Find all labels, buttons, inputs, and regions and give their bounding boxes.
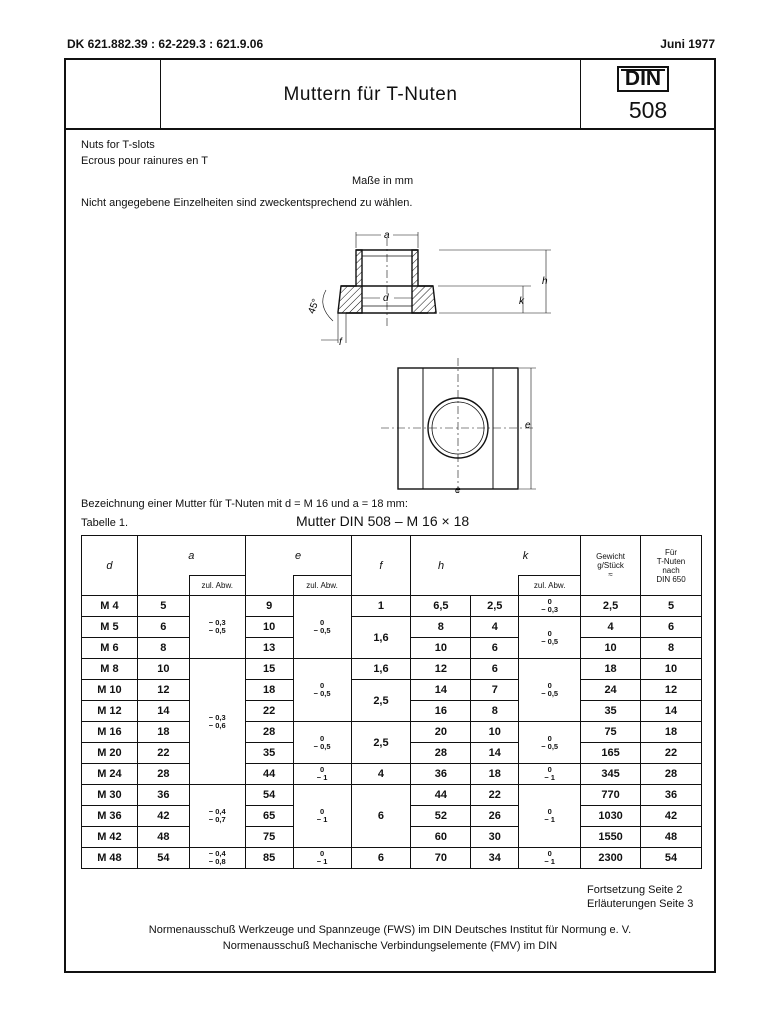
- cell-a: 5: [137, 596, 189, 617]
- cell-weight: 165: [581, 743, 641, 764]
- cell-e: 15: [245, 659, 293, 680]
- cell-e: 85: [245, 848, 293, 869]
- cell-a-tol: − 0,4 − 0,8: [189, 848, 245, 869]
- cell-e: 9: [245, 596, 293, 617]
- cell-d: M 8: [82, 659, 138, 680]
- cell-d: M 30: [82, 785, 138, 806]
- cell-weight: 1550: [581, 827, 641, 848]
- din-logo: [617, 66, 669, 92]
- cell-d: M 48: [82, 848, 138, 869]
- cell-k: 8: [471, 701, 519, 722]
- cell-d: M 12: [82, 701, 138, 722]
- header-a: a: [137, 536, 245, 576]
- cell-weight: 2,5: [581, 596, 641, 617]
- cell-h: 8: [411, 617, 471, 638]
- cell-d: M 20: [82, 743, 138, 764]
- cell-h: 20: [411, 722, 471, 743]
- table-label: Tabelle 1.: [81, 517, 129, 529]
- header-f: f: [351, 536, 411, 596]
- cell-h: 28: [411, 743, 471, 764]
- cell-e: 54: [245, 785, 293, 806]
- cell-h: 52: [411, 806, 471, 827]
- cell-slot: 42: [641, 806, 702, 827]
- cell-weight: 2300: [581, 848, 641, 869]
- units-note: Maße in mm: [352, 175, 414, 187]
- cell-weight: 24: [581, 680, 641, 701]
- cell-slot: 54: [641, 848, 702, 869]
- cell-h: 14: [411, 680, 471, 701]
- table-row: [82, 785, 702, 806]
- cell-weight: 35: [581, 701, 641, 722]
- cell-a: 14: [137, 701, 189, 722]
- cell-e: 35: [245, 743, 293, 764]
- cell-h: 60: [411, 827, 471, 848]
- cell-d: M 5: [82, 617, 138, 638]
- cell-k: 30: [471, 827, 519, 848]
- classification-number: DK 621.882.39 : 62-229.3 : 621.9.06: [67, 37, 264, 51]
- cell-weight: 1030: [581, 806, 641, 827]
- cell-slot: 48: [641, 827, 702, 848]
- cell-weight: 770: [581, 785, 641, 806]
- cell-k-tol: 0 − 1: [519, 785, 581, 848]
- document-title: Muttern für T-Nuten: [283, 84, 458, 105]
- footer-line-2: Normenausschuß Mechanische Verbindungselemente (FMV) im DIN: [222, 940, 558, 952]
- cell-a: 42: [137, 806, 189, 827]
- header-e: e: [245, 536, 351, 576]
- cell-k: 34: [471, 848, 519, 869]
- header-h: h: [411, 536, 471, 596]
- label-a: a: [384, 230, 390, 241]
- header-slot-line2: T-Nuten: [656, 556, 686, 566]
- cell-e-tol: 0 − 0,5: [293, 659, 351, 722]
- header-a-value: [137, 576, 189, 596]
- cell-weight: 18: [581, 659, 641, 680]
- cell-a: 54: [137, 848, 189, 869]
- cell-a-tol: − 0,3 − 0,6: [189, 659, 245, 785]
- din-block: [580, 60, 714, 128]
- dimension-table: [81, 535, 702, 869]
- cell-d: M 6: [82, 638, 138, 659]
- header-slot-line1: Für: [665, 547, 678, 557]
- cell-weight: 4: [581, 617, 641, 638]
- cell-d: M 42: [82, 827, 138, 848]
- footer-line-1: Normenausschuß Werkzeuge und Spannzeuge (FWS) im DIN Deutsches Institut für Normung e. V.: [148, 924, 632, 936]
- explanations-note: Erläuterungen Seite 3: [587, 898, 694, 910]
- header-weight-line2: g/Stück: [597, 561, 624, 570]
- header-weight-line1: Gewicht: [596, 552, 626, 561]
- cell-h: 70: [411, 848, 471, 869]
- cell-h: 44: [411, 785, 471, 806]
- cell-slot: 18: [641, 722, 702, 743]
- header-k: k: [471, 536, 581, 576]
- cell-slot: 8: [641, 638, 702, 659]
- issue-date: Juni 1977: [660, 37, 715, 51]
- label-45-degrees: 45°: [306, 297, 322, 316]
- title-block: [66, 60, 714, 130]
- cell-d: M 4: [82, 596, 138, 617]
- label-e-side: e: [525, 420, 531, 431]
- french-title: Ecrous pour rainures en T: [81, 155, 208, 167]
- header-e-value: [245, 576, 293, 596]
- header-slot-line4: DIN 650: [656, 574, 686, 584]
- cell-k: 4: [471, 617, 519, 638]
- label-h: h: [542, 276, 548, 287]
- cell-d: M 36: [82, 806, 138, 827]
- cell-d: M 10: [82, 680, 138, 701]
- cell-a: 48: [137, 827, 189, 848]
- cell-a: 36: [137, 785, 189, 806]
- cell-k: 22: [471, 785, 519, 806]
- technical-drawing: [281, 218, 551, 493]
- cell-f: 1,6: [351, 617, 411, 659]
- cell-k: 18: [471, 764, 519, 785]
- cell-d: M 16: [82, 722, 138, 743]
- cell-h: 12: [411, 659, 471, 680]
- cell-d: M 24: [82, 764, 138, 785]
- cell-k: 2,5: [471, 596, 519, 617]
- cell-a: 12: [137, 680, 189, 701]
- cell-e: 28: [245, 722, 293, 743]
- cell-e-tol: 0 − 1: [293, 764, 351, 785]
- cell-weight: 345: [581, 764, 641, 785]
- cell-slot: 12: [641, 680, 702, 701]
- cell-f: 6: [351, 785, 411, 848]
- header-weight: [581, 536, 641, 596]
- cell-e: 44: [245, 764, 293, 785]
- cell-a: 8: [137, 638, 189, 659]
- cell-f: 6: [351, 848, 411, 869]
- cell-k: 6: [471, 659, 519, 680]
- din-number: 508: [628, 97, 668, 123]
- cell-a: 22: [137, 743, 189, 764]
- table-row: [82, 722, 702, 743]
- cell-f: 2,5: [351, 722, 411, 764]
- cell-k-tol: 0 − 1: [519, 764, 581, 785]
- cell-a: 6: [137, 617, 189, 638]
- cell-e: 22: [245, 701, 293, 722]
- cell-k: 6: [471, 638, 519, 659]
- document-frame: [64, 58, 716, 973]
- cell-e: 18: [245, 680, 293, 701]
- cell-slot: 6: [641, 617, 702, 638]
- cell-a: 28: [137, 764, 189, 785]
- table-row: [82, 596, 702, 617]
- cell-slot: 28: [641, 764, 702, 785]
- cell-a-tol: − 0,3 − 0,5: [189, 596, 245, 659]
- header-a-tol: zul. Abw.: [189, 576, 245, 596]
- cell-f: 1,6: [351, 659, 411, 680]
- header-slot-line3: nach: [662, 565, 680, 575]
- section-view: [321, 232, 551, 343]
- english-title: Nuts for T-slots: [81, 139, 155, 151]
- continuation-note: Fortsetzung Seite 2: [587, 884, 683, 896]
- table-row: [82, 680, 702, 701]
- header-k-value: [471, 576, 519, 596]
- label-f: f: [339, 337, 342, 348]
- cell-slot: 10: [641, 659, 702, 680]
- cell-f: 2,5: [351, 680, 411, 722]
- header-e-tol: zul. Abw.: [293, 576, 351, 596]
- cell-slot: 22: [641, 743, 702, 764]
- cell-e: 65: [245, 806, 293, 827]
- cell-e-tol: 0 − 0,5: [293, 722, 351, 764]
- cell-e-tol: 0 − 1: [293, 785, 351, 848]
- header-d: d: [82, 536, 138, 596]
- table-row: [82, 848, 702, 869]
- header-slot: [641, 536, 702, 596]
- cell-h: 10: [411, 638, 471, 659]
- cell-f: 4: [351, 764, 411, 785]
- cell-slot: 5: [641, 596, 702, 617]
- designation-text: Bezeichnung einer Mutter für T-Nuten mit d = M 16 und a = 18 mm:: [81, 498, 408, 510]
- table-row: [82, 764, 702, 785]
- cell-k-tol: 0 − 0,5: [519, 617, 581, 659]
- cell-e-tol: 0 − 0,5: [293, 596, 351, 659]
- table-row: [82, 617, 702, 638]
- cell-k: 7: [471, 680, 519, 701]
- din-logo-text: DIN: [624, 67, 662, 90]
- general-note: Nicht angegebene Einzelheiten sind zweckentsprechend zu wählen.: [81, 197, 413, 209]
- cell-e-tol: 0 − 1: [293, 848, 351, 869]
- cell-k: 26: [471, 806, 519, 827]
- cell-k: 14: [471, 743, 519, 764]
- cell-k-tol: 0 − 0,5: [519, 659, 581, 722]
- cell-k-tol: 0 − 0,5: [519, 722, 581, 764]
- cell-weight: 10: [581, 638, 641, 659]
- label-d: d: [383, 293, 389, 304]
- cell-h: 6,5: [411, 596, 471, 617]
- cell-a: 18: [137, 722, 189, 743]
- designation-example: Mutter DIN 508 – M 16 × 18: [296, 513, 470, 529]
- cell-weight: 75: [581, 722, 641, 743]
- header-weight-line3: ≈: [608, 570, 613, 579]
- label-k: k: [519, 296, 524, 307]
- cell-f: 1: [351, 596, 411, 617]
- cell-e: 10: [245, 617, 293, 638]
- label-e-bottom: e: [455, 485, 461, 493]
- cell-slot: 14: [641, 701, 702, 722]
- cell-k-tol: 0 − 1: [519, 848, 581, 869]
- cell-slot: 36: [641, 785, 702, 806]
- top-view: [381, 358, 536, 493]
- cell-e: 75: [245, 827, 293, 848]
- title-block-left-cell: [66, 60, 161, 128]
- cell-k: 10: [471, 722, 519, 743]
- header-k-tol: zul. Abw.: [519, 576, 581, 596]
- cell-h: 36: [411, 764, 471, 785]
- cell-a-tol: − 0,4 − 0,7: [189, 785, 245, 848]
- cell-k-tol: 0 − 0,3: [519, 596, 581, 617]
- cell-h: 16: [411, 701, 471, 722]
- cell-e: 13: [245, 638, 293, 659]
- cell-a: 10: [137, 659, 189, 680]
- table-row: [82, 659, 702, 680]
